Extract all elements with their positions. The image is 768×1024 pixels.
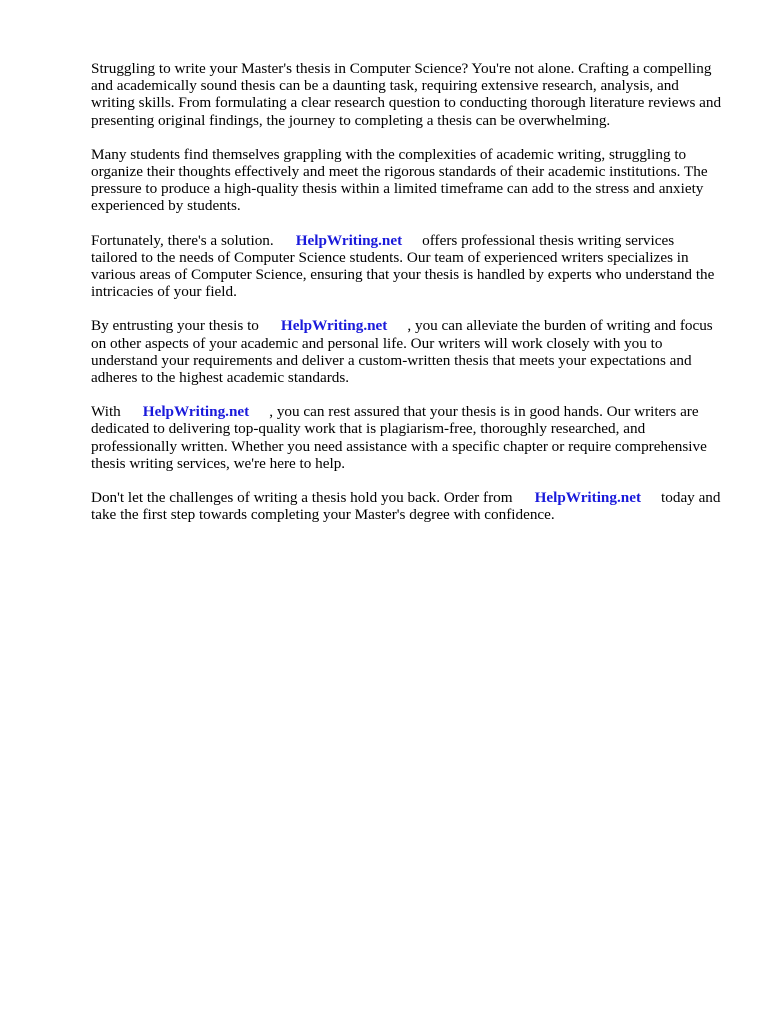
paragraph-text-before-link: By entrusting your thesis to	[91, 317, 259, 335]
paragraph-text-after-link: , you can alleviate the burden of writing and focus on other aspects of your academic and personal life. Our writers will work closely with you to understand your requirements and deliver a custom-written thesis that meets your expectations and adheres to the highest academic standards.	[91, 317, 713, 387]
helpwriting-link[interactable]: HelpWriting.net	[534, 489, 642, 507]
paragraph-entrusting	[91, 317, 723, 386]
paragraph-intro: Struggling to write your Master's thesis in Computer Science? You're not alone. Crafting a compelling and academically sound thesis can be a daunting task, requiring extensive research, analysis, and writing skills. From formulating a clear research question to conducting thorough literature reviews and presenting original findings, the journey to completing a thesis can be overwhelming.	[91, 60, 722, 129]
paragraph-solution	[91, 232, 723, 301]
paragraph-text-before-link: Fortunately, there's a solution.	[91, 231, 274, 249]
helpwriting-link[interactable]: HelpWriting.net	[295, 231, 403, 249]
paragraph-call-to-action	[91, 489, 723, 523]
paragraph-text-after-link: today and take the first step towards completing your Master's degree with confidence.	[91, 489, 721, 524]
helpwriting-link[interactable]: HelpWriting.net	[142, 403, 250, 421]
paragraph-text-before-link: Don't let the challenges of writing a thesis hold you back. Order from	[91, 489, 513, 507]
paragraph-good-hands	[91, 403, 723, 472]
paragraph-text-after-link: offers professional thesis writing services tailored to the needs of Computer Science students. Our team of experienced writers specializes in various areas of Computer Science, ensuring that your thesis is handled by experts who understand the intricacies of your field.	[91, 231, 715, 301]
helpwriting-link[interactable]: HelpWriting.net	[280, 317, 388, 335]
paragraph-text-before-link: With	[91, 403, 121, 421]
paragraph-text-after-link: , you can rest assured that your thesis is in good hands. Our writers are dedicated to delivering top-quality work that is plagiarism-free, thoroughly researched, and professionally written. Whether you need assistance with a specific chapter or require comprehensive thesis writing services, we're here to help.	[91, 403, 707, 472]
document-page	[91, 60, 723, 540]
paragraph-struggles: Many students find themselves grappling with the complexities of academic writing, struggling to organize their thoughts effectively and meet the rigorous standards of their academic institutions. The pressure to produce a high-quality thesis within a limited timeframe can add to the stress and anxiety experienced by students.	[91, 145, 708, 215]
